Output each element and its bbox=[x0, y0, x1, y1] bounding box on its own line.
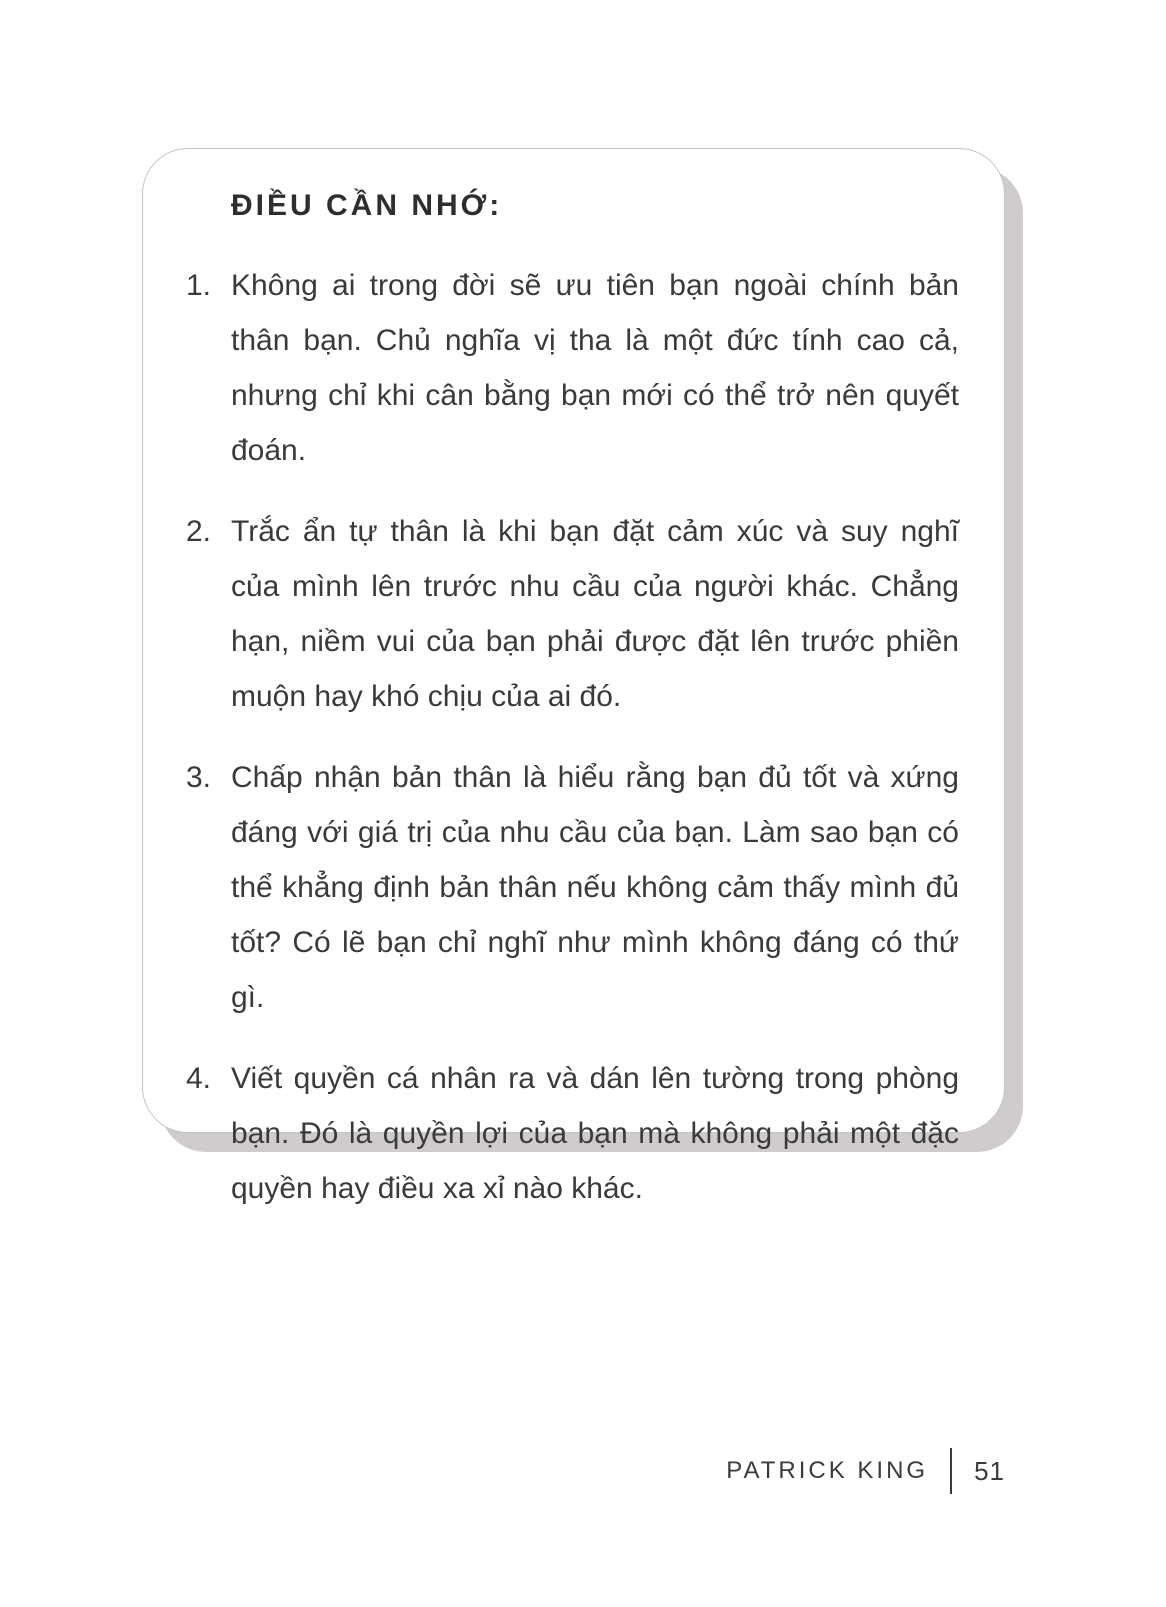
list-item-text: Viết quyền cá nhân ra và dán lên tường trong phòng bạn. Đó là quyền lợi của bạn mà không phải một đặc quyền hay điều xa xỉ nào khác. bbox=[231, 1062, 959, 1205]
list-item-text: Trắc ẩn tự thân là khi bạn đặt cảm xúc và suy nghĩ của mình lên trước nhu cầu của người khác. Chẳng hạn, niềm vui của bạn phải được đặt lên trước phiền muộn hay khó chịu của ai đó. bbox=[231, 515, 959, 713]
footer-divider bbox=[950, 1448, 952, 1494]
list-item bbox=[143, 258, 1004, 478]
list-item-text: Chấp nhận bản thân là hiểu rằng bạn đủ tốt và xứng đáng với giá trị của nhu cầu của bạn. Làm sao bạn có thể khẳng định bản thân nếu không cảm thấy mình đủ tốt? Có lẽ bạn chỉ nghĩ như mình không đáng có thứ gì. bbox=[231, 761, 959, 1014]
list-item bbox=[143, 1051, 1004, 1216]
footer-page-number: 51 bbox=[974, 1455, 1005, 1486]
list-item-text: Không ai trong đời sẽ ưu tiên bạn ngoài chính bản thân bạn. Chủ nghĩa vị tha là một đức tính cao cả, nhưng chỉ khi cân bằng bạn mới có thể trở nên quyết đoán. bbox=[231, 269, 959, 467]
list-item bbox=[143, 504, 1004, 724]
list-item bbox=[143, 750, 1004, 1025]
list-item-number: 1. bbox=[186, 269, 212, 302]
list-item-number: 4. bbox=[186, 1062, 212, 1095]
summary-box bbox=[142, 148, 1005, 1205]
list-item-number: 2. bbox=[186, 515, 212, 548]
box-heading: ĐIỀU CẦN NHỚ: bbox=[231, 189, 503, 222]
footer-author: PATRICK KING bbox=[726, 1457, 929, 1484]
list-item-number: 3. bbox=[186, 761, 212, 794]
page-footer bbox=[726, 1447, 1005, 1495]
